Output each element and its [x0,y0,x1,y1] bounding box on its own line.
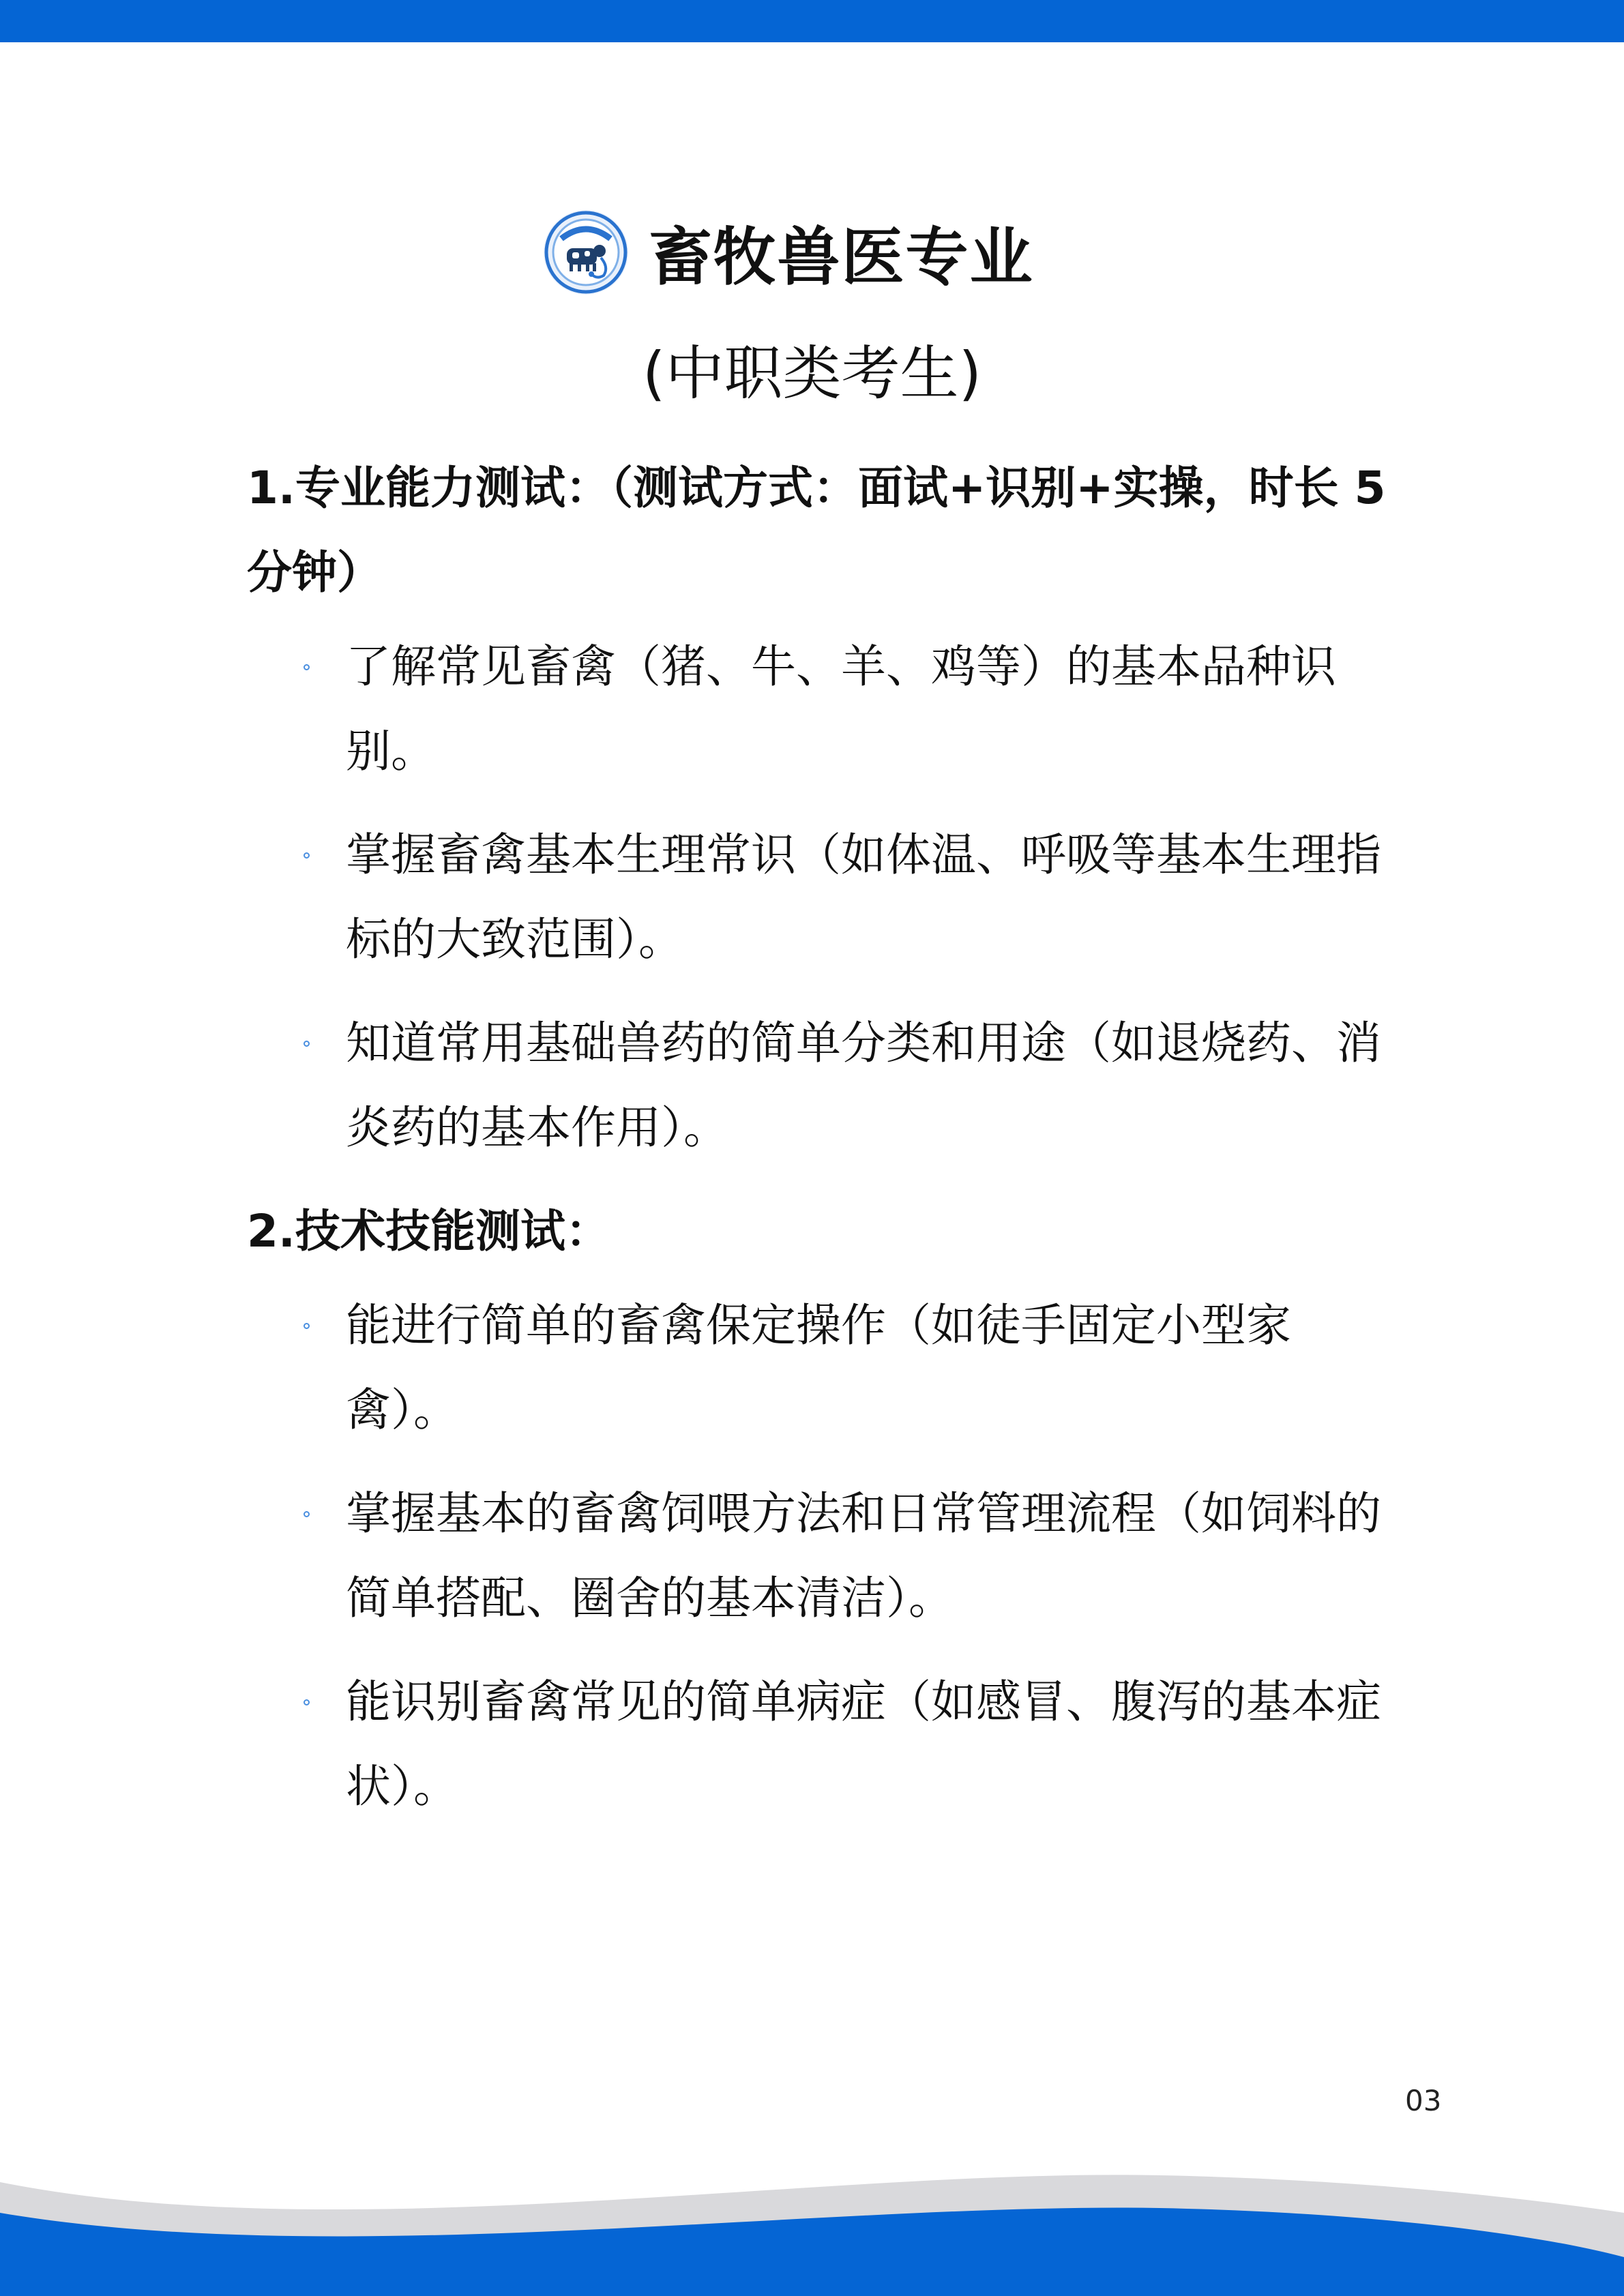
bullet-circle-icon [304,1511,310,1517]
bottom-wave-decoration [0,2141,1624,2296]
skill-test-list [247,1283,1393,1829]
title-group [542,207,1033,297]
section-heading-skill-test: 2.技术技能测试： [247,1205,610,1257]
page-subtitle: (中职类考生) [642,340,982,408]
ability-test-list [247,625,1393,1170]
bullet-circle-icon [304,1699,310,1705]
top-banner-bar [0,0,1624,42]
list-item: 能进行简单的畜禽保定操作（如徒手固定小型家禽）。 [247,1283,1393,1452]
bullet-circle-icon [304,664,310,670]
list-item: 掌握基本的畜禽饲喂方法和日常管理流程（如饲料的简单搭配、圈舍的基本清洁）。 [247,1472,1393,1641]
bullet-circle-icon [304,1323,310,1329]
list-item: 掌握畜禽基本生理常识（如体温、呼吸等基本生理指标的大致范围）。 [247,813,1393,982]
page-title: 畜牧兽医专业 [649,221,1034,294]
cow-stethoscope-logo-icon [542,209,630,296]
list-item: 了解常见畜禽（猪、牛、羊、鸡等）的基本品种识别。 [247,625,1393,794]
list-item: 知道常用基础兽药的简单分类和用途（如退烧药、消炎药的基本作用）。 [247,1001,1393,1170]
page-number: 03 [1405,2084,1442,2117]
list-item: 能识别畜禽常见的简单病症（如感冒、腹泻的基本症状）。 [247,1660,1393,1829]
section-heading-ability-test: 1.专业能力测试：（测试方式：面试+识别+实操，时长 5 分钟） [247,462,1386,599]
bullet-circle-icon [304,1041,310,1047]
main-content [247,446,1393,1848]
title-row [0,205,1624,300]
bullet-circle-icon [304,852,310,859]
